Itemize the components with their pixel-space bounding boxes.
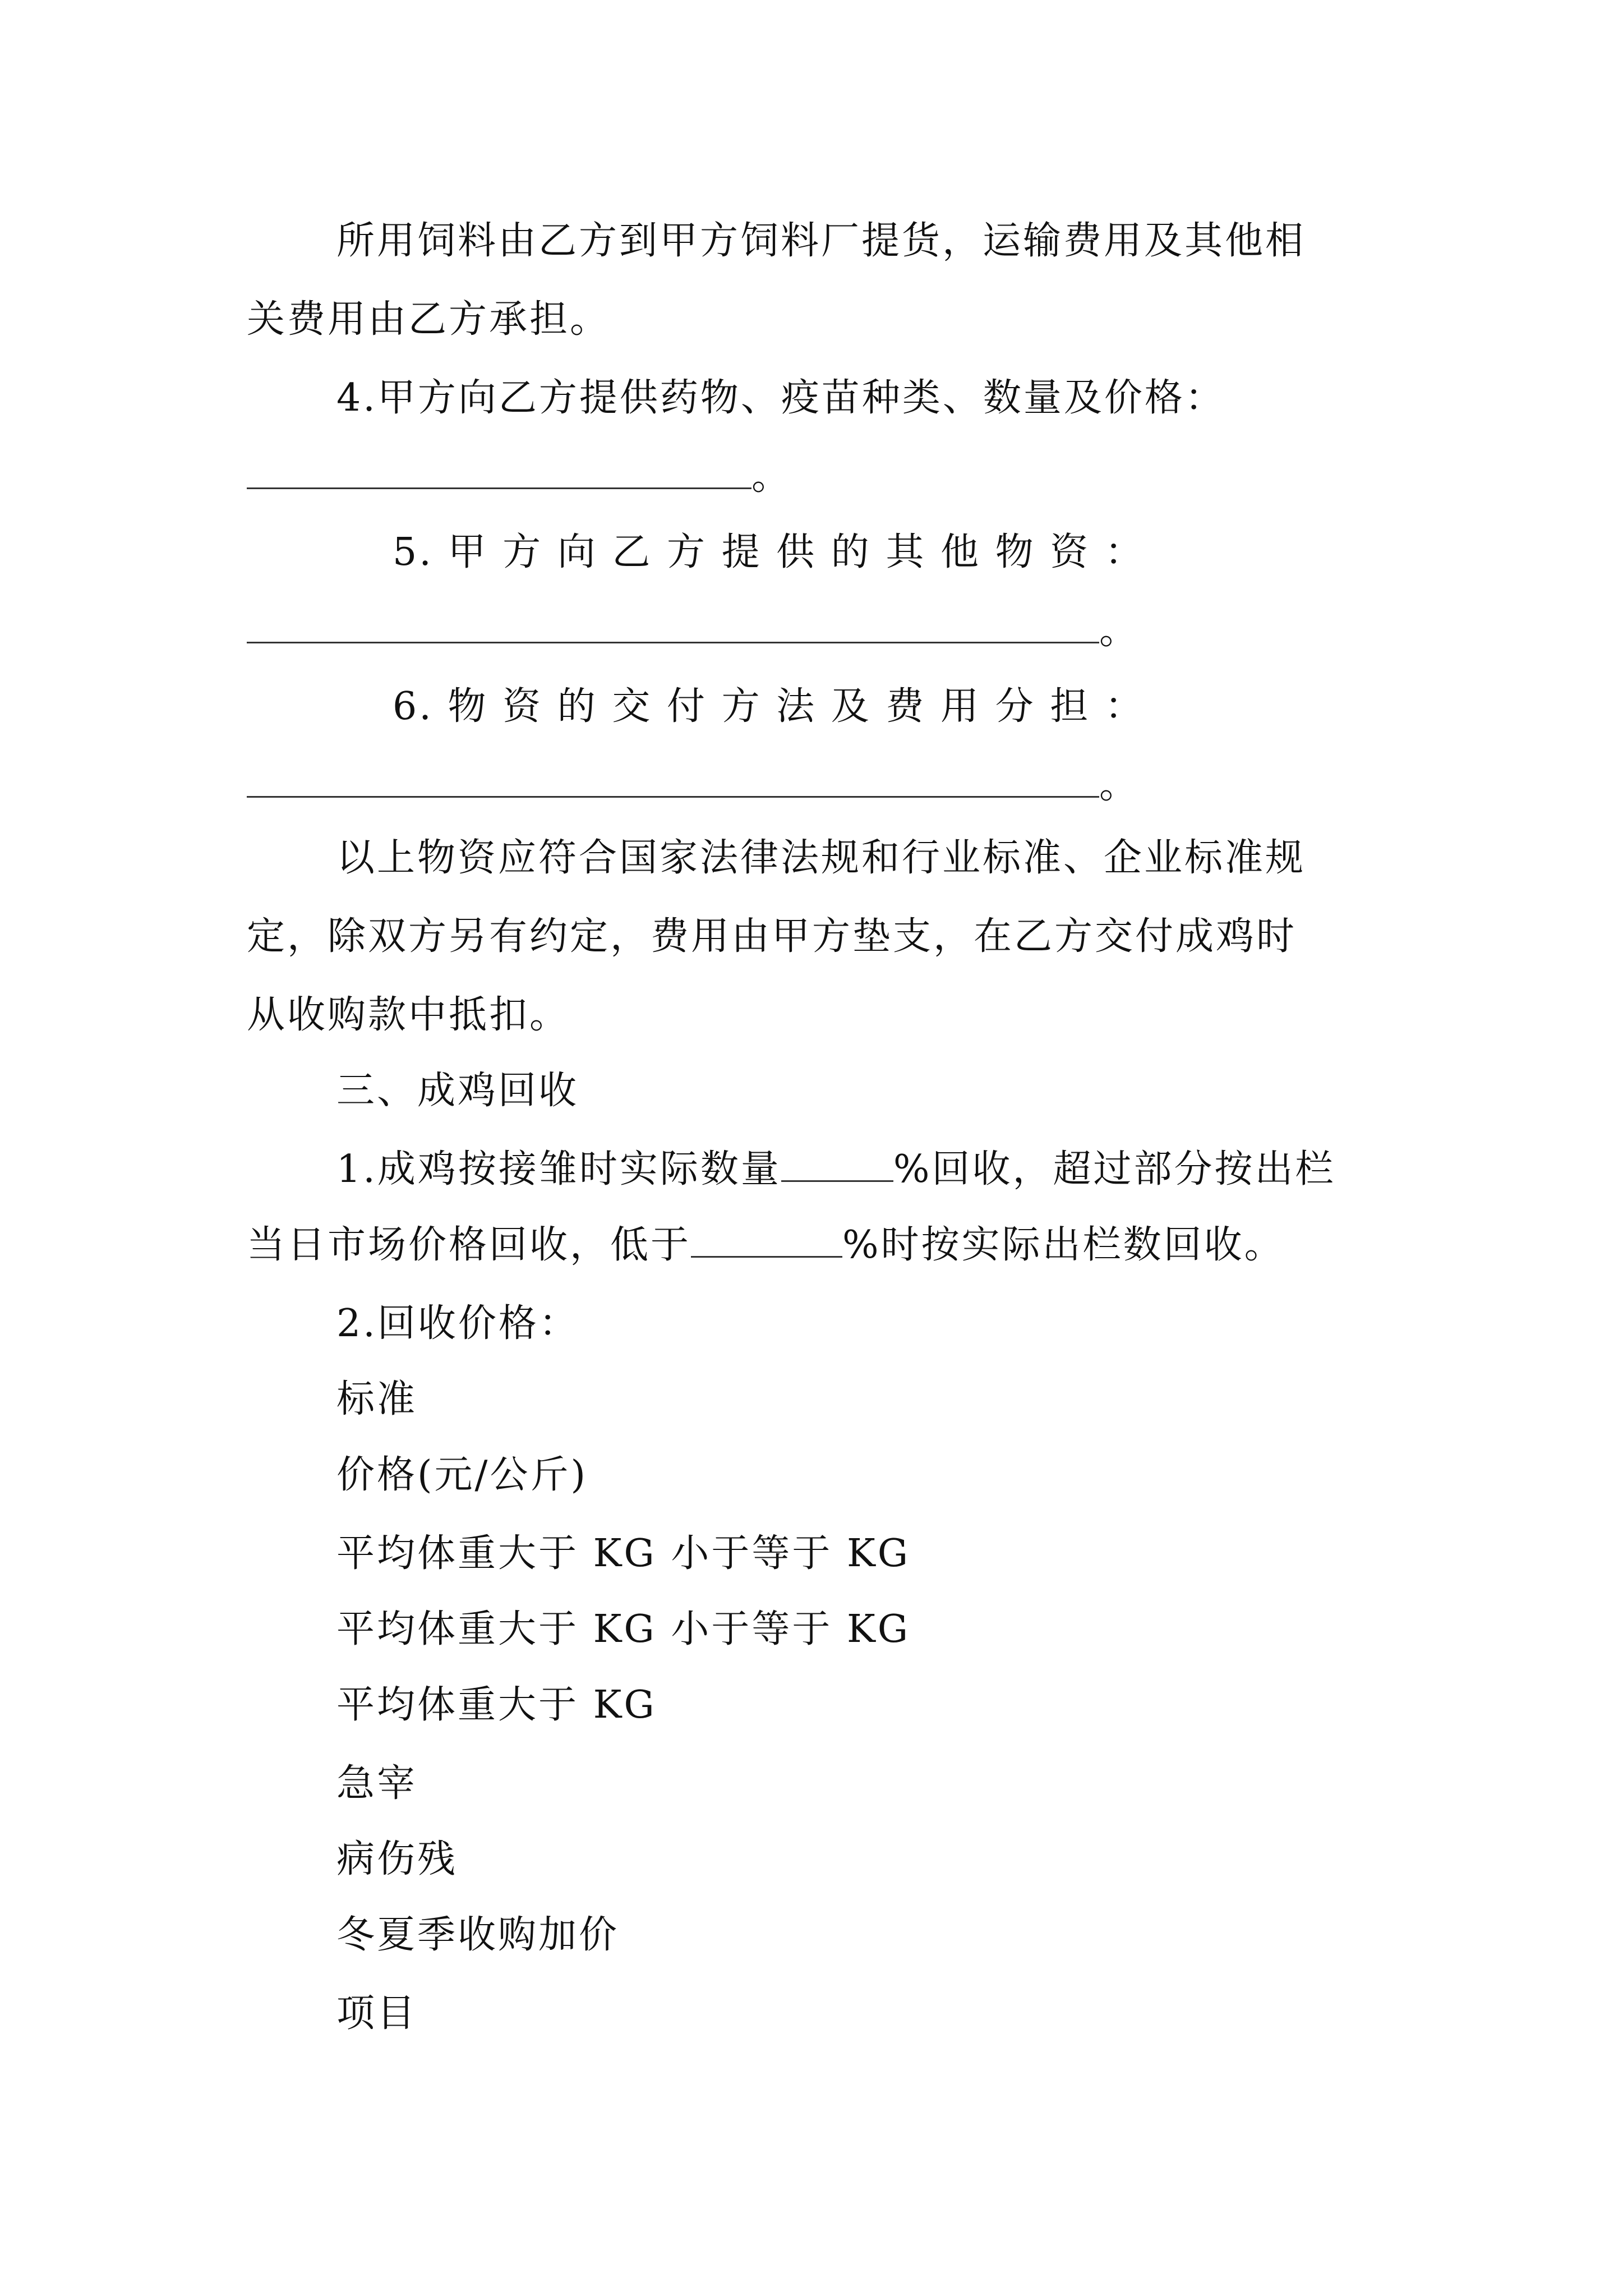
table-cell-price-unit: 价格(元/公斤) — [336, 1453, 588, 1497]
clause-4-text: 4.甲方向乙方提供药物、疫苗种类、数量及价格： — [336, 376, 1225, 420]
clause-5-blank-row — [247, 603, 1391, 659]
table-cell-sick-injured: 病伤残 — [336, 1837, 458, 1881]
clause-4-period: 。 — [751, 454, 792, 499]
clause-6-text: 6. 物 资 的 交 付 方 法 及 费 用 分 担 ： — [393, 684, 1145, 729]
recovery-clause-1-c: 当日市场价格回收，低于 — [247, 1223, 691, 1267]
table-cell-item: 项目 — [336, 1991, 418, 2036]
paragraph-materials-line3: 从收购款中抵扣。 — [247, 993, 570, 1037]
recovery-percent-blank-1[interactable] — [781, 1145, 893, 1182]
recovery-clause-2: 2.回收价格： — [336, 1301, 579, 1346]
recovery-clause-1-line2 — [247, 1217, 1391, 1273]
table-cell-weight-range-1: 平均体重大于 KG 小于等于 KG — [336, 1531, 911, 1576]
paragraph-feed-line2: 关费用由乙方承担。 — [247, 297, 611, 342]
clause-6-blank[interactable] — [247, 759, 1099, 798]
clause-6-period: 。 — [1099, 763, 1140, 807]
table-cell-standard: 标准 — [336, 1377, 418, 1421]
table-cell-emergency-slaughter: 急宰 — [336, 1761, 418, 1806]
recovery-clause-1-line1 — [336, 1142, 1391, 1198]
paragraph-feed-line1: 所用饲料由乙方到甲方饲料厂提货，运输费用及其他相 — [336, 219, 1306, 263]
clause-6-blank-row — [247, 757, 1391, 813]
recovery-percent-blank-2[interactable] — [691, 1221, 842, 1258]
clause-4-blank[interactable] — [247, 450, 751, 489]
recovery-clause-1-d: %时按实际出栏数回收。 — [842, 1223, 1285, 1267]
paragraph-materials-line2: 定，除双方另有约定，费用由甲方垫支，在乙方交付成鸡时 — [247, 914, 1297, 959]
clause-5-blank[interactable] — [247, 605, 1099, 643]
clause-5-period: 。 — [1099, 609, 1140, 653]
recovery-clause-1-a: 1.成鸡按接雏时实际数量 — [336, 1147, 781, 1191]
paragraph-materials-line1: 以上物资应符合国家法律法规和行业标准、企业标准规 — [336, 836, 1306, 880]
clause-5-text: 5. 甲 方 向 乙 方 提 供 的 其 他 物 资 ： — [393, 530, 1145, 574]
table-cell-seasonal-markup: 冬夏季收购加价 — [336, 1913, 620, 1957]
recovery-clause-1-b: %回收，超过部分按出栏 — [893, 1147, 1336, 1191]
table-cell-weight-over: 平均体重大于 KG — [336, 1683, 657, 1727]
section-3-heading: 三、成鸡回收 — [336, 1069, 579, 1113]
clause-4-blank-row — [247, 449, 1391, 505]
table-cell-weight-range-2: 平均体重大于 KG 小于等于 KG — [336, 1607, 911, 1651]
